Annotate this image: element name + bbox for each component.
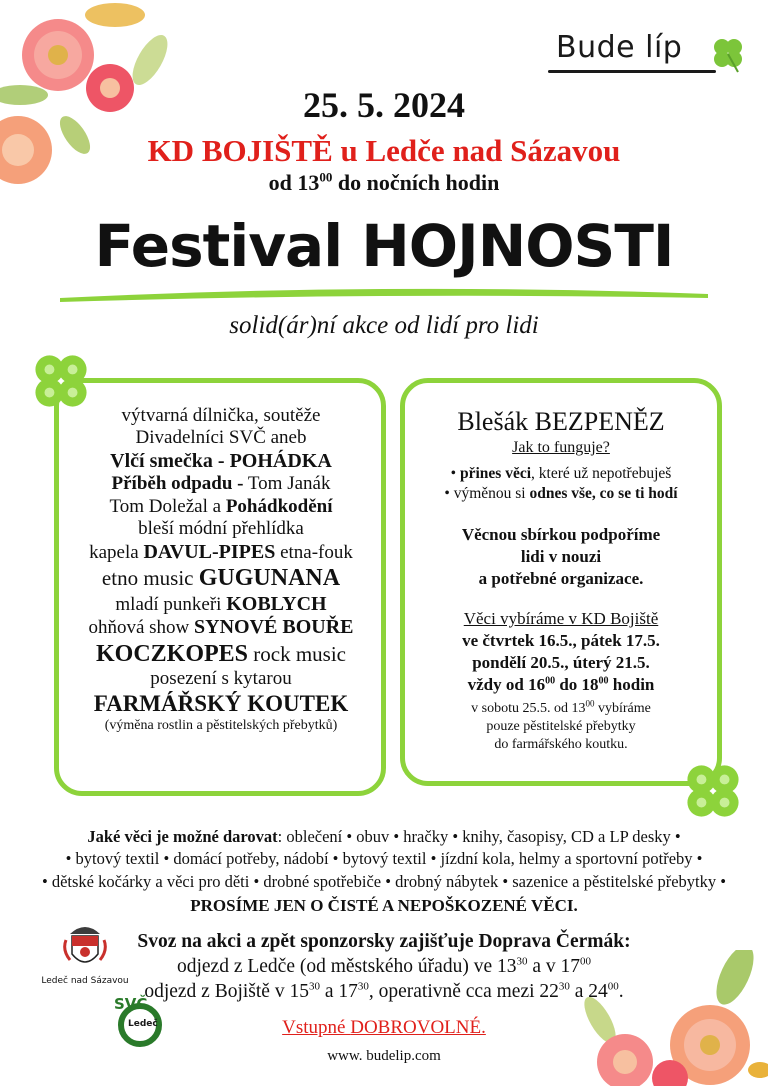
event-venue: KD BOJIŠTĚ u Ledče nad Sázavou xyxy=(147,133,621,168)
donation-line: Jaké věci je možné darovat: oblečení • obuv • hračky • knihy, časopisy, CD a LP desky • xyxy=(87,827,681,846)
bleshak-title: Blešák BEZPENĚZ xyxy=(457,407,665,436)
list-item: posezení s kytarou xyxy=(150,668,292,690)
list-item: KOCZKOPES rock music xyxy=(95,640,346,667)
svc-subtext: Ledeč xyxy=(128,1019,158,1029)
list-item: etno music GUGUNANA xyxy=(101,565,341,592)
saturday-note: v sobotu 25.5. od $13^{00}$ vybíráme xyxy=(471,698,651,716)
program-list xyxy=(58,405,384,734)
saturday-note: pouze pěstitelské přebytky xyxy=(486,719,636,734)
festival-title: Festival HOJNOSTI xyxy=(94,212,674,280)
transport-heading: Svoz na akci a zpět sponzorsky zajišťuje Doprava Čermák: xyxy=(137,931,631,952)
website-link[interactable]: www. budelip.com xyxy=(327,1048,441,1064)
bleshak-how-link: Jak to funguje? xyxy=(512,439,610,456)
transport-row: odjezd z Ledče (od městského úřadu) ve $13^{30}$ a v $17^{00}$ xyxy=(176,955,592,977)
support-text: a potřebné organizace. xyxy=(478,569,644,588)
list-item: Tom Doležal a Pohádkodění xyxy=(109,495,333,517)
list-item: ohňová show SYNOVÉ BOUŘE xyxy=(88,616,354,639)
collection-date: ve čtvrtek 16.5., pátek 17.5. xyxy=(462,631,660,650)
please-note: PROSÍME JEN O ČISTÉ A NEPOŠKOZENÉ VĚCI. xyxy=(190,896,578,915)
donation-list xyxy=(0,826,768,893)
entry-fee: Vstupné DOBROVOLNÉ. xyxy=(282,1017,486,1038)
support-text: lidi v nouzi xyxy=(520,547,602,566)
clover-icon xyxy=(680,758,746,824)
collection-hours: vždy od $16^{00}$ do $18^{00}$ hodin xyxy=(467,675,655,694)
list-item: Divadelníci SVČ aneb xyxy=(135,427,307,449)
donation-line: • bytový textil • domácí potřeby, nádobí • bytový textil • jízdní kola, helmy a sportovní potřeby • xyxy=(65,849,703,869)
collection-heading: Věci vybíráme v KD Bojiště xyxy=(463,609,659,628)
brand-name: Bude líp xyxy=(556,30,683,65)
list-item: (výměna rostlin a pěstitelských přebytků) xyxy=(104,717,338,733)
list-item: kapela DAVUL-PIPES etna-fouk xyxy=(89,540,353,563)
town-name: Ledeč nad Sázavou xyxy=(41,976,129,986)
svc-text: SVČ xyxy=(114,995,148,1013)
list-item: výtvarná dílnička, soutěže xyxy=(121,405,321,426)
list-item: Příběh odpadu - Tom Janák xyxy=(111,473,331,495)
list-item: Vlčí smečka - POHÁDKA xyxy=(110,449,332,472)
list-item: FARMÁŘSKÝ KOUTEK xyxy=(93,691,349,717)
collection-date: pondělí 20.5., úterý 21.5. xyxy=(472,653,650,672)
list-item: bleší módní přehlídka xyxy=(138,518,304,540)
support-text: Věcnou sbírkou podpoříme xyxy=(461,525,661,544)
event-time: od $13^{00}$ do nočních hodin xyxy=(268,169,500,195)
brand-underline xyxy=(548,70,716,73)
festival-subtitle: solid(ár)ní akce od lidí pro lidi xyxy=(229,312,539,339)
saturday-note: do farmářského koutku. xyxy=(494,737,628,752)
bleshak-content xyxy=(405,405,717,753)
brand-logo xyxy=(548,26,748,76)
bleshak-rule: • přines věci, které už nepotřebuješ xyxy=(450,465,672,482)
transport-info xyxy=(0,930,768,1005)
bleshak-rule: • výměnou si odnes vše, co se ti hodí xyxy=(444,485,678,502)
donation-line: • dětské kočárky a věci pro děti • drobné spotřebiče • drobný nábytek • sazenice a pěstitelské přebytky • xyxy=(41,871,727,891)
list-item: mladí punkeři KOBLYCH xyxy=(115,592,327,615)
event-date: 25. 5. 2024 xyxy=(303,85,465,125)
clover-icon xyxy=(708,34,748,74)
transport-row: odjezd z Bojiště v $15^{30}$ a $17^{30}$, operativně cca mezi $22^{30}$ a $24^{00}$. xyxy=(144,980,624,1002)
title-swoosh xyxy=(60,286,708,302)
